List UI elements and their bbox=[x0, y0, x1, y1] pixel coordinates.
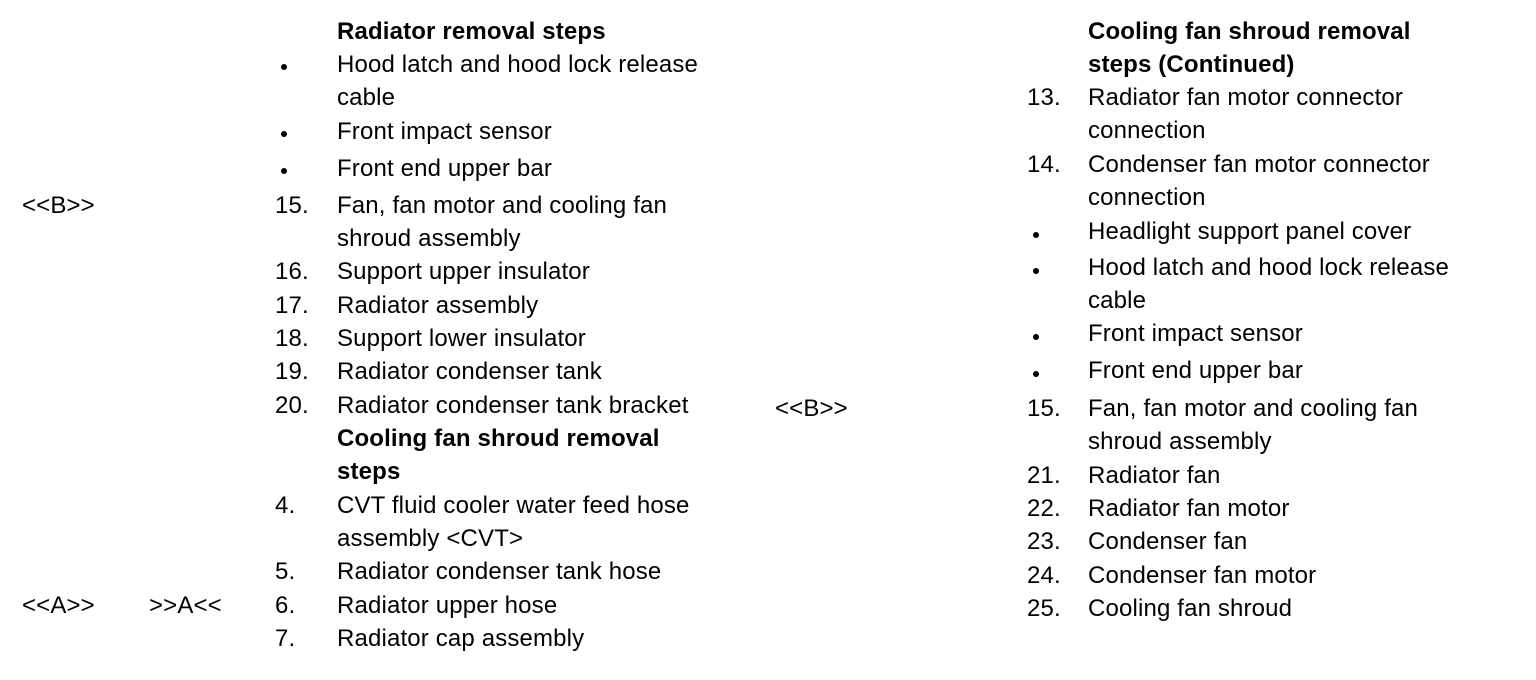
radiator-removal-heading: Radiator removal steps bbox=[337, 18, 606, 45]
step-text: Radiator condenser tank bbox=[337, 358, 602, 385]
step-text-continued: connection bbox=[1088, 117, 1206, 144]
step-number: 23. bbox=[1027, 528, 1061, 555]
bullet-icon bbox=[1033, 371, 1039, 377]
marker-a-left: <<A>> bbox=[22, 592, 95, 619]
bullet-icon bbox=[1033, 232, 1039, 238]
step-text: Front end upper bar bbox=[337, 155, 552, 182]
step-text: Radiator upper hose bbox=[337, 592, 558, 619]
bullet-icon bbox=[1033, 334, 1039, 340]
step-number: 5. bbox=[275, 558, 296, 585]
bullet-icon bbox=[1033, 268, 1039, 274]
step-text-continued: shroud assembly bbox=[1088, 428, 1272, 455]
step-number: 7. bbox=[275, 625, 296, 652]
step-number: 17. bbox=[275, 292, 309, 319]
step-number: 13. bbox=[1027, 84, 1061, 111]
step-number: 19. bbox=[275, 358, 309, 385]
step-text: Condenser fan motor bbox=[1088, 562, 1317, 589]
step-number: 18. bbox=[275, 325, 309, 352]
step-text: CVT fluid cooler water feed hose bbox=[337, 492, 690, 519]
step-number: 24. bbox=[1027, 562, 1061, 589]
step-number: 25. bbox=[1027, 595, 1061, 622]
step-text: Hood latch and hood lock release bbox=[337, 51, 699, 78]
cooling-fan-heading-continued: steps bbox=[337, 458, 401, 485]
step-text-continued: cable bbox=[337, 84, 396, 111]
step-text-continued: assembly <CVT> bbox=[337, 525, 524, 552]
bullet-icon bbox=[281, 131, 287, 137]
step-text: Front end upper bar bbox=[1088, 357, 1303, 384]
step-number: 20. bbox=[275, 392, 309, 419]
marker-b: <<B>> bbox=[775, 395, 848, 422]
step-number: 16. bbox=[275, 258, 309, 285]
step-text: Radiator condenser tank hose bbox=[337, 558, 662, 585]
marker-a-right: >>A<< bbox=[149, 592, 222, 619]
step-number: 21. bbox=[1027, 462, 1061, 489]
step-text: Radiator cap assembly bbox=[337, 625, 585, 652]
step-text: Radiator condenser tank bracket bbox=[337, 392, 689, 419]
step-text: Condenser fan bbox=[1088, 528, 1248, 555]
step-number: 4. bbox=[275, 492, 296, 519]
step-number: 6. bbox=[275, 592, 296, 619]
step-text: Cooling fan shroud bbox=[1088, 595, 1293, 622]
step-text: Front impact sensor bbox=[337, 118, 552, 145]
step-number: 22. bbox=[1027, 495, 1061, 522]
step-text: Hood latch and hood lock release bbox=[1088, 254, 1450, 281]
cooling-fan-continued-heading-line2: steps (Continued) bbox=[1088, 51, 1295, 78]
step-text: Fan, fan motor and cooling fan bbox=[1088, 395, 1419, 422]
step-text: Condenser fan motor connector bbox=[1088, 151, 1430, 178]
step-text: Headlight support panel cover bbox=[1088, 218, 1412, 245]
step-number: 15. bbox=[1027, 395, 1061, 422]
cooling-fan-heading: Cooling fan shroud removal bbox=[337, 425, 660, 452]
step-text: Radiator fan motor bbox=[1088, 495, 1290, 522]
step-text: Radiator fan motor connector bbox=[1088, 84, 1404, 111]
marker-b: <<B>> bbox=[22, 192, 95, 219]
step-text-continued: cable bbox=[1088, 287, 1147, 314]
step-text: Support upper insulator bbox=[337, 258, 590, 285]
step-text: Radiator assembly bbox=[337, 292, 539, 319]
step-text: Support lower insulator bbox=[337, 325, 586, 352]
bullet-icon bbox=[281, 64, 287, 70]
step-text-continued: shroud assembly bbox=[337, 225, 521, 252]
step-text-continued: connection bbox=[1088, 184, 1206, 211]
step-number: 15. bbox=[275, 192, 309, 219]
step-text: Radiator fan bbox=[1088, 462, 1221, 489]
cooling-fan-continued-heading: Cooling fan shroud removal bbox=[1088, 18, 1411, 45]
step-text: Front impact sensor bbox=[1088, 320, 1303, 347]
step-text: Fan, fan motor and cooling fan bbox=[337, 192, 668, 219]
step-number: 14. bbox=[1027, 151, 1061, 178]
bullet-icon bbox=[281, 168, 287, 174]
